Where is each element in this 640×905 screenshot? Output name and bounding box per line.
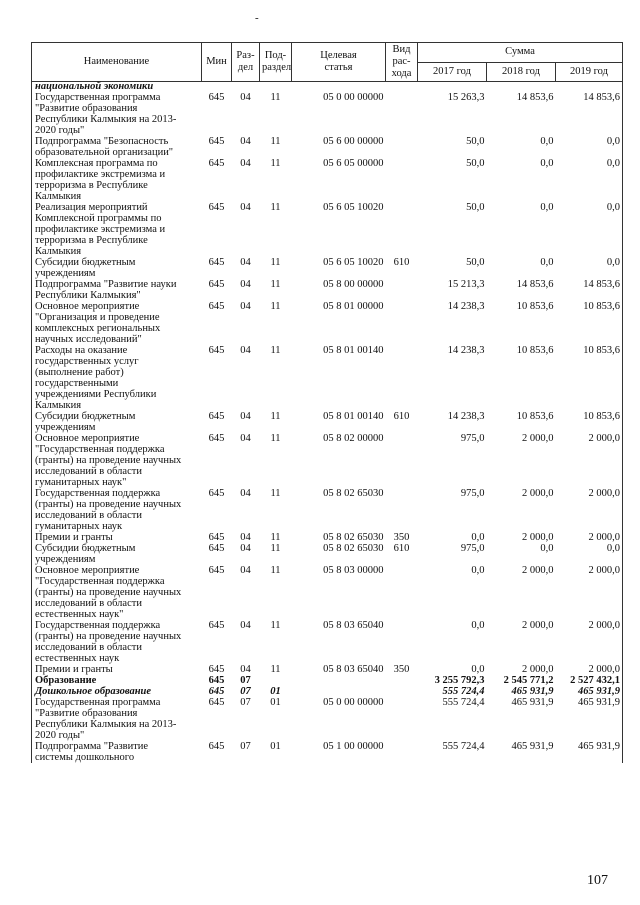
col-header-expense-type: Вид рас- хода	[386, 43, 418, 82]
cell-ministry: 645	[208, 433, 225, 444]
cell-ministry: 645	[208, 301, 225, 312]
cell-target: 05 8 00 00000	[323, 279, 384, 290]
cell-name: Субсидии бюджетным учреждениям	[35, 257, 136, 279]
cell-ministry: 645	[208, 92, 225, 103]
cell-ministry: 645	[208, 565, 225, 576]
cell-section: 04	[240, 202, 251, 213]
cell-subsection	[260, 675, 292, 686]
cell-2019: 2 527 432,1	[570, 675, 620, 686]
cell-2017: 14 238,3	[447, 345, 485, 356]
table-row	[32, 488, 623, 532]
table-row	[32, 136, 623, 158]
cell-2017: 50,0	[466, 202, 485, 213]
cell-2018: 465 931,9	[511, 686, 554, 697]
cell-2017: 975,0	[460, 543, 485, 554]
cell-2017: 50,0	[466, 158, 485, 169]
cell-ministry: 645	[208, 741, 225, 752]
cell-2019: 465 931,9	[578, 697, 620, 708]
cell-2017: 14 238,3	[447, 411, 485, 422]
cell-subsection: 11	[270, 543, 281, 554]
col-header-sum: Сумма	[418, 43, 623, 63]
cell-target: 05 8 02 65030	[323, 532, 384, 543]
cell-2019: 2 000,0	[588, 433, 620, 444]
cell-name: Образование	[35, 675, 97, 686]
col-header-name: Наименование	[32, 43, 202, 82]
cell-expense-type	[386, 741, 418, 763]
cell-expense-type	[386, 136, 418, 158]
cell-section: 07	[240, 741, 251, 752]
table-row	[32, 433, 623, 488]
cell-2017: 50,0	[466, 136, 485, 147]
cell-2018: 0,0	[540, 202, 554, 213]
cell-2018: 0,0	[540, 158, 554, 169]
cell-subsection: 11	[270, 532, 281, 543]
col-header-2019: 2019 год	[556, 62, 623, 82]
cell-2018: 14 853,6	[516, 92, 554, 103]
table-row	[32, 202, 623, 257]
cell-subsection: 11	[270, 92, 281, 103]
table-row	[32, 686, 623, 697]
cell-subsection: 01	[270, 741, 281, 752]
cell-2019: 2 000,0	[588, 664, 620, 675]
table-row	[32, 345, 623, 411]
cell-ministry: 645	[208, 257, 225, 268]
col-header-target: Целевая статья	[292, 43, 386, 82]
cell-ministry: 645	[208, 279, 225, 290]
cell-subsection: 11	[270, 279, 281, 290]
cell-subsection: 11	[270, 345, 281, 356]
table-row	[32, 543, 623, 565]
cell-name: Государственная поддержка (гранты) на проведение научных исследований в области естественных наук	[35, 620, 182, 664]
cell-ministry: 645	[208, 675, 225, 686]
cell-ministry: 645	[208, 158, 225, 169]
cell-2019: 0,0	[606, 202, 620, 213]
cell-expense-type	[386, 279, 418, 301]
table-row	[32, 664, 623, 675]
cell-ministry: 645	[208, 697, 225, 708]
cell-section: 04	[240, 664, 251, 675]
cell-target: 05 8 03 65040	[323, 664, 384, 675]
cell-2019: 2 000,0	[588, 565, 620, 576]
cell-expense-type	[386, 675, 418, 686]
cell-section: 04	[240, 433, 251, 444]
cell-name: Подпрограмма "Развитие науки Республики Калмыкия"	[35, 279, 177, 301]
budget-table	[31, 42, 623, 763]
cell-2019: 0,0	[606, 543, 620, 554]
cell-expense-type: 350	[393, 664, 410, 675]
cell-2018: 2 000,0	[522, 664, 554, 675]
cell-name: Премии и гранты	[35, 664, 113, 675]
cell-name: Подпрограмма "Безопасность образовательной организации"	[35, 136, 174, 158]
cell-2018: 0,0	[540, 136, 554, 147]
cell-name: Реализация мероприятий Комплексной программы по профилактике экстремизма и терроризма в Республике Калмыкия	[35, 202, 166, 257]
cell-section: 07	[240, 675, 251, 686]
cell-2017: 555 724,4	[442, 741, 485, 752]
cell-2017: 14 238,3	[447, 301, 485, 312]
cell-name: Основное мероприятие "Организация и проведение комплексных региональных научных исследований"	[35, 301, 161, 345]
cell-section: 04	[240, 92, 251, 103]
cell-expense-type	[386, 565, 418, 620]
table-row	[32, 92, 623, 136]
cell-target: 05 8 02 65030	[323, 488, 384, 499]
cell-2017: 0,0	[471, 664, 485, 675]
cell-target: 05 6 05 00000	[323, 158, 384, 169]
cell-name: Государственная программа "Развитие образования Республики Калмыкия на 2013- 2020 годы"	[35, 697, 177, 741]
cell-2017: 555 724,4	[442, 686, 485, 697]
cell-2017: 0,0	[471, 565, 485, 576]
cell-expense-type	[386, 202, 418, 257]
cell-expense-type	[386, 345, 418, 411]
cell-target: 05 6 05 10020	[323, 202, 384, 213]
col-header-2018: 2018 год	[487, 62, 556, 82]
table-row	[32, 257, 623, 279]
cell-expense-type	[386, 686, 418, 697]
cell-2019: 10 853,6	[583, 411, 620, 422]
cell-2018: 2 000,0	[522, 433, 554, 444]
cell-2019: 0,0	[606, 257, 620, 268]
cell-target: 05 8 02 00000	[323, 433, 384, 444]
cell-ministry: 645	[208, 532, 225, 543]
cell-2018: 10 853,6	[516, 411, 554, 422]
col-header-section: Раз- дел	[232, 43, 260, 82]
cell-subsection: 11	[270, 565, 281, 576]
cell-2018: 14 853,6	[516, 279, 554, 290]
cell-target: 05 8 03 00000	[323, 565, 384, 576]
cell-expense-type	[386, 301, 418, 345]
cell-2019: 0,0	[606, 136, 620, 147]
cell-target: 05 8 01 00000	[323, 301, 384, 312]
cell-expense-type	[386, 158, 418, 202]
table-row	[32, 675, 623, 686]
cell-section: 04	[240, 257, 251, 268]
cell-ministry: 645	[208, 686, 225, 697]
col-header-2017: 2017 год	[418, 62, 487, 82]
cell-target	[292, 686, 386, 697]
cell-2017: 50,0	[466, 257, 485, 268]
cell-ministry: 645	[208, 488, 225, 499]
cell-2018: 2 000,0	[522, 565, 554, 576]
cell-ministry: 645	[208, 345, 225, 356]
cell-2017: 15 213,3	[447, 279, 485, 290]
cell-name: Премии и гранты	[35, 532, 113, 543]
cell-name: Субсидии бюджетным учреждениям	[35, 411, 136, 433]
cell-subsection: 11	[270, 202, 281, 213]
cell-2018: 465 931,9	[511, 697, 554, 708]
cell-expense-type: 350	[393, 532, 410, 543]
cell-section: 04	[240, 565, 251, 576]
cell-expense-type	[386, 92, 418, 136]
cell-target	[292, 675, 386, 686]
cell-target: 05 0 00 00000	[323, 697, 384, 708]
cell-subsection: 11	[270, 301, 281, 312]
cell-section: 04	[240, 279, 251, 290]
cell-section: 04	[240, 136, 251, 147]
cell-ministry: 645	[208, 543, 225, 554]
table-row	[32, 565, 623, 620]
cell-2019: 2 000,0	[588, 620, 620, 631]
cell-target: 05 6 05 10020	[323, 257, 384, 268]
cell-section: 04	[240, 488, 251, 499]
cell-subsection: 01	[270, 686, 281, 697]
cell-subsection: 11	[270, 411, 281, 422]
page-number: 107	[587, 873, 608, 888]
cell-2017: 3 255 792,3	[434, 675, 485, 686]
cell-2018: 2 545 771,2	[503, 675, 554, 686]
table-row	[32, 411, 623, 433]
cell-ministry: 645	[208, 620, 225, 631]
continuation-row	[32, 82, 623, 93]
cell-subsection: 11	[270, 136, 281, 147]
cell-2017: 0,0	[471, 532, 485, 543]
cell-name: Подпрограмма "Развитие системы дошкольного	[35, 741, 149, 763]
cell-section: 04	[240, 543, 251, 554]
cell-name: Основное мероприятие "Государственная поддержка (гранты) на проведение научных исследований в области гуманитарных наук"	[35, 433, 182, 488]
cell-section: 07	[240, 686, 251, 697]
cell-2019: 10 853,6	[583, 301, 620, 312]
cell-2018: 0,0	[540, 257, 554, 268]
table-row	[32, 532, 623, 543]
cell-subsection: 11	[270, 158, 281, 169]
cell-name: Основное мероприятие "Государственная поддержка (гранты) на проведение научных исследований в области естественных наук"	[35, 565, 182, 620]
cell-2017: 975,0	[460, 433, 485, 444]
cell-section: 04	[240, 532, 251, 543]
continuation-text: национальной экономики	[35, 81, 154, 92]
cell-target: 05 0 00 00000	[323, 92, 384, 103]
cell-expense-type	[386, 697, 418, 741]
cell-target: 05 8 01 00140	[323, 411, 384, 422]
cell-section: 07	[240, 697, 251, 708]
cell-expense-type	[386, 488, 418, 532]
cell-target: 05 8 03 65040	[323, 620, 384, 631]
cell-ministry: 645	[208, 664, 225, 675]
cell-2018: 2 000,0	[522, 488, 554, 499]
cell-expense-type	[386, 433, 418, 488]
cell-target: 05 1 00 00000	[323, 741, 384, 752]
cell-target: 05 8 01 00140	[323, 345, 384, 356]
table-row	[32, 741, 623, 763]
cell-subsection: 11	[270, 488, 281, 499]
cell-2019: 14 853,6	[583, 279, 620, 290]
col-header-ministry: Мин	[202, 43, 232, 82]
cell-2017: 975,0	[460, 488, 485, 499]
cell-2017: 0,0	[471, 620, 485, 631]
cell-name: Расходы на оказание государственных услуг (выполнение работ) государственными учреждениями Республики Калмыкия	[35, 345, 157, 411]
table-row	[32, 620, 623, 664]
cell-ministry: 645	[208, 202, 225, 213]
cell-2019: 465 931,9	[578, 686, 620, 697]
cell-expense-type	[386, 620, 418, 664]
table-row	[32, 158, 623, 202]
cell-section: 04	[240, 411, 251, 422]
cell-name: Государственная программа "Развитие образования Республики Калмыкия на 2013- 2020 годы"	[35, 92, 177, 136]
cell-2018: 0,0	[540, 543, 554, 554]
cell-subsection: 01	[270, 697, 281, 708]
cell-ministry: 645	[208, 136, 225, 147]
cell-expense-type: 610	[393, 543, 410, 554]
cell-name: Дошкольное образование	[35, 686, 152, 697]
cell-expense-type: 610	[393, 411, 410, 422]
cell-subsection: 11	[270, 257, 281, 268]
cell-name: Государственная поддержка (гранты) на проведение научных исследований в области гуманитарных наук	[35, 488, 182, 532]
cell-2019: 14 853,6	[583, 92, 620, 103]
cell-name: Комплексная программа по профилактике экстремизма и терроризма в Республике Калмыкия	[35, 158, 166, 202]
cell-expense-type: 610	[393, 257, 410, 268]
table-row	[32, 279, 623, 301]
cell-section: 04	[240, 158, 251, 169]
cell-2019: 2 000,0	[588, 532, 620, 543]
cell-2017: 15 263,3	[447, 92, 485, 103]
col-header-subsection: Под- раздел	[260, 43, 292, 82]
cell-subsection: 11	[270, 664, 281, 675]
cell-section: 04	[240, 301, 251, 312]
cell-2019: 10 853,6	[583, 345, 620, 356]
cell-2018: 2 000,0	[522, 620, 554, 631]
table-row	[32, 697, 623, 741]
cell-2018: 2 000,0	[522, 532, 554, 543]
cell-2019: 2 000,0	[588, 488, 620, 499]
cell-ministry: 645	[208, 411, 225, 422]
cell-2019: 0,0	[606, 158, 620, 169]
cell-2018: 465 931,9	[511, 741, 554, 752]
cell-section: 04	[240, 345, 251, 356]
cell-section: 04	[240, 620, 251, 631]
header-dash: -	[255, 12, 259, 24]
cell-2018: 10 853,6	[516, 345, 554, 356]
cell-name: Субсидии бюджетным учреждениям	[35, 543, 136, 565]
table-row	[32, 301, 623, 345]
cell-subsection: 11	[270, 433, 281, 444]
cell-target: 05 6 00 00000	[323, 136, 384, 147]
cell-target: 05 8 02 65030	[323, 543, 384, 554]
cell-2017: 555 724,4	[442, 697, 485, 708]
cell-2019: 465 931,9	[578, 741, 620, 752]
cell-2018: 10 853,6	[516, 301, 554, 312]
cell-subsection: 11	[270, 620, 281, 631]
table-body	[32, 82, 623, 764]
